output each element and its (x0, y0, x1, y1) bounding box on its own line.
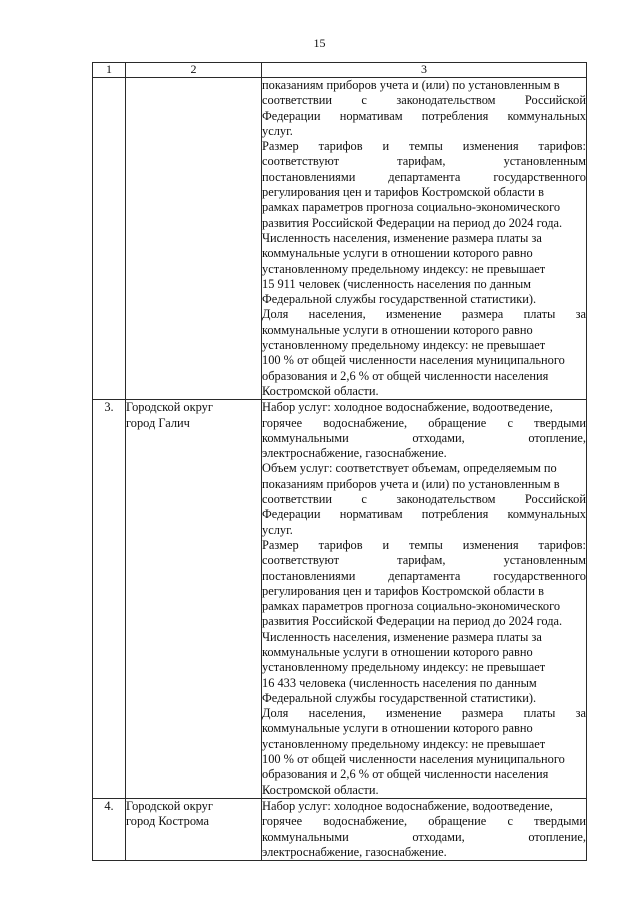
text-word: с (507, 814, 513, 829)
text-line: установленному предельному индексу: не превышает (262, 736, 546, 751)
text-line: регулирования цен и тарифов Костромской области в (262, 583, 544, 598)
row-number: 4. (93, 798, 126, 860)
text-word: Федерации (262, 108, 321, 123)
text-word: Российской (524, 93, 586, 108)
text-word: нормативам (339, 108, 403, 123)
text-line: рамках параметров прогноза социально-экономического (262, 599, 561, 614)
text-word: и (382, 537, 390, 552)
municipality-name-line: город Галич (126, 415, 190, 430)
text-line: установленному предельному индексу: не превышает (262, 660, 546, 675)
text-line (262, 569, 586, 584)
text-line: коммунальные услуги в отношении которого равно (262, 721, 533, 736)
text-line: показаниям приборов учета и (или) по установленным в (262, 476, 560, 491)
text-word: отопление, (528, 829, 586, 844)
text-word: соответствуют (262, 154, 340, 169)
text-word: размера (461, 307, 504, 322)
text-word: нормативам (339, 507, 403, 522)
text-word: тарифов: (538, 139, 586, 154)
text-word: обращение (428, 415, 487, 430)
text-word: изменения (462, 139, 519, 154)
table-header-row (93, 63, 587, 78)
text-line: развития Российской Федерации на период до 2024 года. (262, 215, 563, 230)
text-line: 15 911 человек (численность населения по данным (262, 276, 531, 291)
text-line: Набор услуг: холодное водоснабжение, водоотведение, (262, 798, 553, 813)
text-word: населения, (308, 706, 366, 721)
text-line (262, 830, 586, 845)
text-line: Численность населения, изменение размера платы за (262, 629, 542, 644)
text-word: тарифов (318, 139, 363, 154)
text-word: соответствуют (262, 553, 340, 568)
row-number (93, 78, 126, 400)
text-word: горячее (262, 415, 303, 430)
text-word: за (575, 706, 586, 721)
text-word: соответствии (262, 492, 333, 507)
text-line: коммунальные услуги в отношении которого равно (262, 322, 533, 337)
text-line: образования и 2,6 % от общей численности населения (262, 368, 549, 383)
text-word: тарифов: (538, 537, 586, 552)
text-word: потребления (421, 507, 489, 522)
text-word: департамента (388, 169, 461, 184)
text-line (262, 431, 586, 446)
text-word: темпы (409, 537, 443, 552)
text-word: Российской (524, 492, 586, 507)
text-line: показаниям приборов учета и (или) по установленным в (262, 78, 560, 92)
text-word: отходами, (412, 829, 465, 844)
text-line (262, 553, 586, 568)
text-word: отходами, (412, 430, 465, 445)
text-word: коммунальными (262, 829, 349, 844)
service-description (262, 798, 587, 860)
text-word: потребления (421, 108, 489, 123)
text-line (262, 93, 586, 108)
text-line: услуг. (262, 123, 293, 138)
text-word: за (575, 307, 586, 322)
text-line (262, 154, 586, 169)
text-line (262, 416, 586, 431)
text-line: 100 % от общей численности населения муниципального (262, 752, 565, 767)
text-word: размера (461, 706, 504, 721)
text-line: регулирования цен и тарифов Костромской области в (262, 185, 544, 200)
text-word: Федерации (262, 507, 321, 522)
text-line: электроснабжение, газоснабжение. (262, 844, 447, 859)
text-word: водоснабжение, (323, 415, 408, 430)
text-line: установленному предельному индексу: не превышает (262, 261, 546, 276)
text-word: коммунальных (507, 108, 586, 123)
text-word: коммунальных (507, 507, 586, 522)
table-row (93, 798, 587, 860)
text-word: отопление, (528, 430, 586, 445)
document-table (92, 62, 587, 861)
text-line: коммунальные услуги в отношении которого равно (262, 644, 533, 659)
text-word: тарифов (318, 537, 363, 552)
text-line: коммунальные услуги в отношении которого равно (262, 246, 533, 261)
text-word: департамента (388, 568, 461, 583)
text-word: с (361, 93, 367, 108)
text-word: государственного (493, 568, 586, 583)
municipality-name (126, 400, 262, 799)
text-word: и (382, 139, 390, 154)
page-number: 15 (313, 36, 326, 50)
text-line: Объем услуг: соответствует объемам, определяемым по (262, 461, 557, 476)
text-line: образования и 2,6 % от общей численности населения (262, 767, 549, 782)
text-word: Размер (262, 139, 299, 154)
header-col-2: 2 (126, 63, 262, 78)
text-line: Костромской области. (262, 782, 379, 797)
text-word: Доля (262, 307, 289, 322)
text-line: Костромской области. (262, 383, 379, 398)
text-line: 100 % от общей численности населения муниципального (262, 353, 565, 368)
text-word: темпы (409, 139, 443, 154)
text-word: коммунальными (262, 430, 349, 445)
text-line: Федеральной службы государственной статистики). (262, 292, 537, 307)
text-word: горячее (262, 814, 303, 829)
text-word: государственного (493, 169, 586, 184)
municipality-name-line: Городской округ (126, 400, 213, 415)
text-line: Набор услуг: холодное водоснабжение, водоотведение, (262, 400, 553, 415)
text-line (262, 139, 586, 154)
text-word: обращение (428, 814, 487, 829)
text-word: постановлениями (262, 568, 356, 583)
text-line: Численность населения, изменение размера платы за (262, 230, 542, 245)
service-description (262, 400, 587, 799)
text-word: законодательством (396, 93, 496, 108)
text-line: установленному предельному индексу: не превышает (262, 338, 546, 353)
text-word: платы (523, 706, 556, 721)
text-word: установленным (503, 154, 586, 169)
text-line (262, 109, 586, 124)
text-word: с (507, 415, 513, 430)
text-word: соответствии (262, 93, 333, 108)
municipality-name-line: город Кострома (126, 814, 210, 829)
text-word: платы (523, 307, 556, 322)
text-word: тарифам, (397, 553, 446, 568)
text-word: изменения (462, 537, 519, 552)
table-row (93, 78, 587, 400)
text-line: развития Российской Федерации на период до 2024 года. (262, 614, 563, 629)
header-col-3: 3 (262, 63, 587, 78)
text-line (262, 538, 586, 553)
text-line (262, 492, 586, 507)
municipality-name (126, 798, 262, 860)
text-word: изменение (385, 706, 442, 721)
text-word: изменение (385, 307, 442, 322)
text-word: законодательством (396, 492, 496, 507)
service-description (262, 78, 587, 400)
text-word: твердыми (534, 814, 586, 829)
text-line: 16 433 человека (численность населения по данным (262, 675, 537, 690)
header-col-1: 1 (93, 63, 126, 78)
text-word: Доля (262, 706, 289, 721)
text-line: рамках параметров прогноза социально-экономического (262, 200, 561, 215)
text-word: твердыми (534, 415, 586, 430)
text-word: тарифам, (397, 154, 446, 169)
text-word: населения, (308, 307, 366, 322)
text-line: электроснабжение, газоснабжение. (262, 446, 447, 461)
text-word: постановлениями (262, 169, 356, 184)
text-line (262, 507, 586, 522)
text-line: Федеральной службы государственной статистики). (262, 690, 537, 705)
row-number: 3. (93, 400, 126, 799)
text-line (262, 706, 586, 721)
municipality-name (126, 78, 262, 400)
text-word: с (361, 492, 367, 507)
table-row (93, 400, 587, 799)
text-line (262, 814, 586, 829)
municipality-name-line: Городской округ (126, 798, 213, 813)
text-line: услуг. (262, 522, 293, 537)
text-word: Размер (262, 537, 299, 552)
text-word: водоснабжение, (323, 814, 408, 829)
text-line (262, 170, 586, 185)
text-line (262, 307, 586, 322)
text-word: установленным (503, 553, 586, 568)
